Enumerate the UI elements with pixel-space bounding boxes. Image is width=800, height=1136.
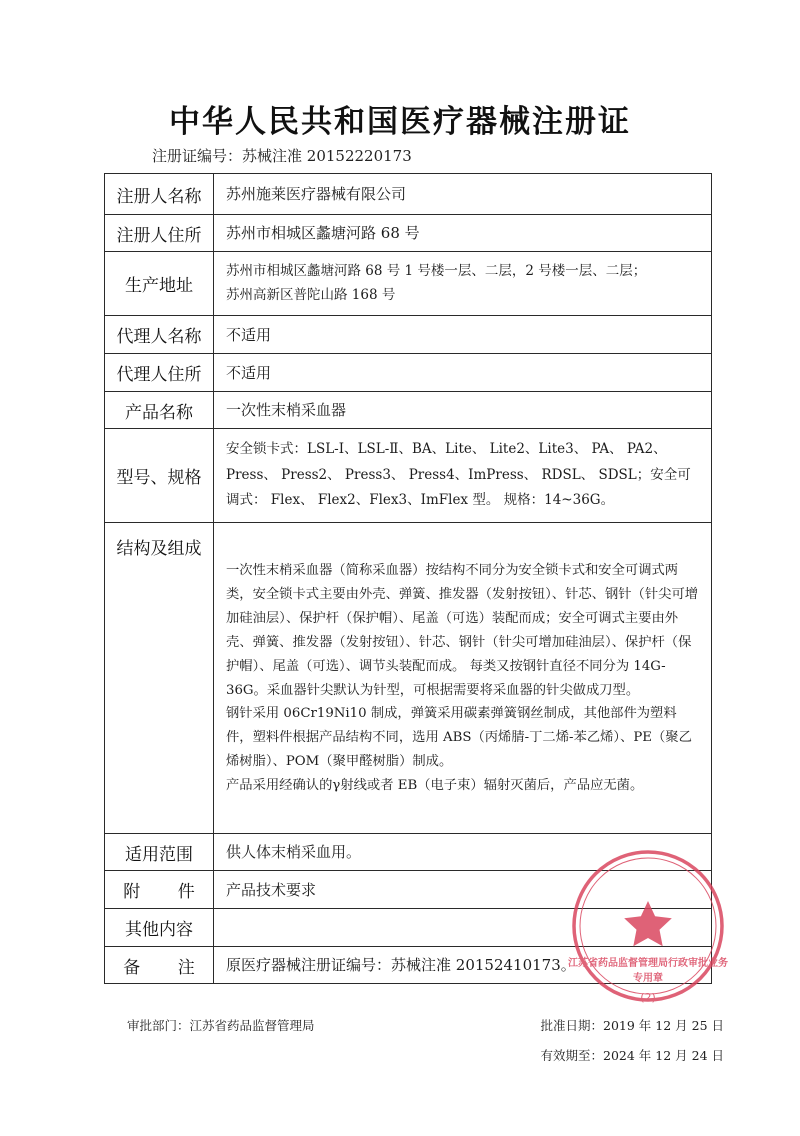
product-name-label: 产品名称 <box>105 392 214 429</box>
row-registrant-address <box>105 215 712 252</box>
attachment-label <box>105 871 214 909</box>
registration-number: 注册证编号：苏械注准 20152220173 <box>152 147 412 165</box>
row-agent-address <box>105 354 712 392</box>
production-address-line: 苏州高新区普陀山路 168 号 <box>226 286 396 303</box>
registrant-name-label: 注册人名称 <box>105 174 214 215</box>
agent-address-value: 不适用 <box>214 354 712 392</box>
seal-number: (2) <box>640 991 656 1004</box>
production-address-label: 生产地址 <box>105 252 214 316</box>
model-spec-value: 安全锁卡式：LSL-Ⅰ、LSL-Ⅱ、BA、Lite、 Lite2、Lite3、 PA、 PA2、Press、 Press2、 Press3、 Press4、ImPress、 RDSL、 SDSL；安全可调式： Flex、 Flex2、Flex3、ImFlex 型。 规格：14~36G。 <box>214 429 712 523</box>
row-product-name <box>105 392 712 429</box>
attachment-label-text: 附 件 <box>123 882 211 902</box>
agent-name-value: 不适用 <box>214 316 712 354</box>
registrant-address-label: 注册人住所 <box>105 215 214 252</box>
page-title: 中华人民共和国医疗器械注册证 <box>169 104 631 140</box>
remarks-label <box>105 947 214 984</box>
agent-address-label: 代理人住所 <box>105 354 214 392</box>
registrant-name-value: 苏州施莱医疗器械有限公司 <box>214 174 712 215</box>
seal-text: 江苏省药品监督管理局行政审批业务专用章 <box>568 958 728 984</box>
structure-label: 结构及组成 <box>105 523 214 834</box>
row-structure <box>105 523 712 834</box>
attachment-value: 产品技术要求 <box>214 871 712 909</box>
remarks-label-text: 备 注 <box>123 957 211 978</box>
production-address-value <box>214 252 712 316</box>
official-seal <box>568 846 728 1012</box>
registrant-address-value: 苏州市相城区蠡塘河路 68 号 <box>214 215 712 252</box>
approval-date: 批准日期：2019 年 12 月 25 日 <box>540 1018 724 1033</box>
row-registrant-name <box>105 174 712 215</box>
remarks-value: 原医疗器械注册证编号：苏械注准 20152410173。 <box>214 947 712 984</box>
structure-paragraph: 产品采用经确认的γ射线或者 EB（电子束）辐射灭菌后，产品应无菌。 <box>226 778 644 794</box>
seal-graphic <box>568 846 728 1012</box>
agent-name-label: 代理人名称 <box>105 316 214 354</box>
model-spec-label: 型号、规格 <box>105 429 214 523</box>
expiry-date: 有效期至：2024 年 12 月 24 日 <box>540 1048 724 1063</box>
structure-paragraph: 钢针采用 06Cr19Ni10 制成，弹簧采用碳素弹簧钢丝制成，其他部件为塑料件，塑料件根据产品结构不同，选用 ABS（丙烯腈-丁二烯-苯乙烯）、PE（聚乙烯树脂）、POM（聚甲醛树脂）制成。 <box>226 706 692 770</box>
other-label: 其他内容 <box>105 909 214 947</box>
row-agent-name <box>105 316 712 354</box>
production-address-line: 苏州市相城区蠡塘河路 68 号 1 号楼一层、二层，2 号楼一层、二层； <box>226 262 647 279</box>
structure-value <box>214 523 712 834</box>
approval-department: 审批部门：江苏省药品监督管理局 <box>127 1018 315 1033</box>
star-icon <box>624 901 672 946</box>
scope-value: 供人体末梢采血用。 <box>214 834 712 871</box>
row-model-spec <box>105 429 712 523</box>
structure-paragraph: 一次性末梢采血器（简称采血器）按结构不同分为安全锁卡式和安全可调式两类，安全锁卡式主要由外壳、弹簧、推发器（发射按钮）、针芯、钢针（针尖可增加硅油层）、保护杆（保护帽）、尾盖（可选）装配而成；安全可调式主要由外壳、弹簧、推发器（发射按钮）、针芯、钢针（针尖可增加硅油层）、保护杆（保护帽）、尾盖（可选）、调节头装配而成。 每类又按钢针直径不同分为 14G-36G。采血器针尖默认为针型，可根据需要将采血器的针尖做成刀型。 <box>226 562 699 698</box>
row-production-address <box>105 252 712 316</box>
product-name-value: 一次性末梢采血器 <box>214 392 712 429</box>
scope-label: 适用范围 <box>105 834 214 871</box>
